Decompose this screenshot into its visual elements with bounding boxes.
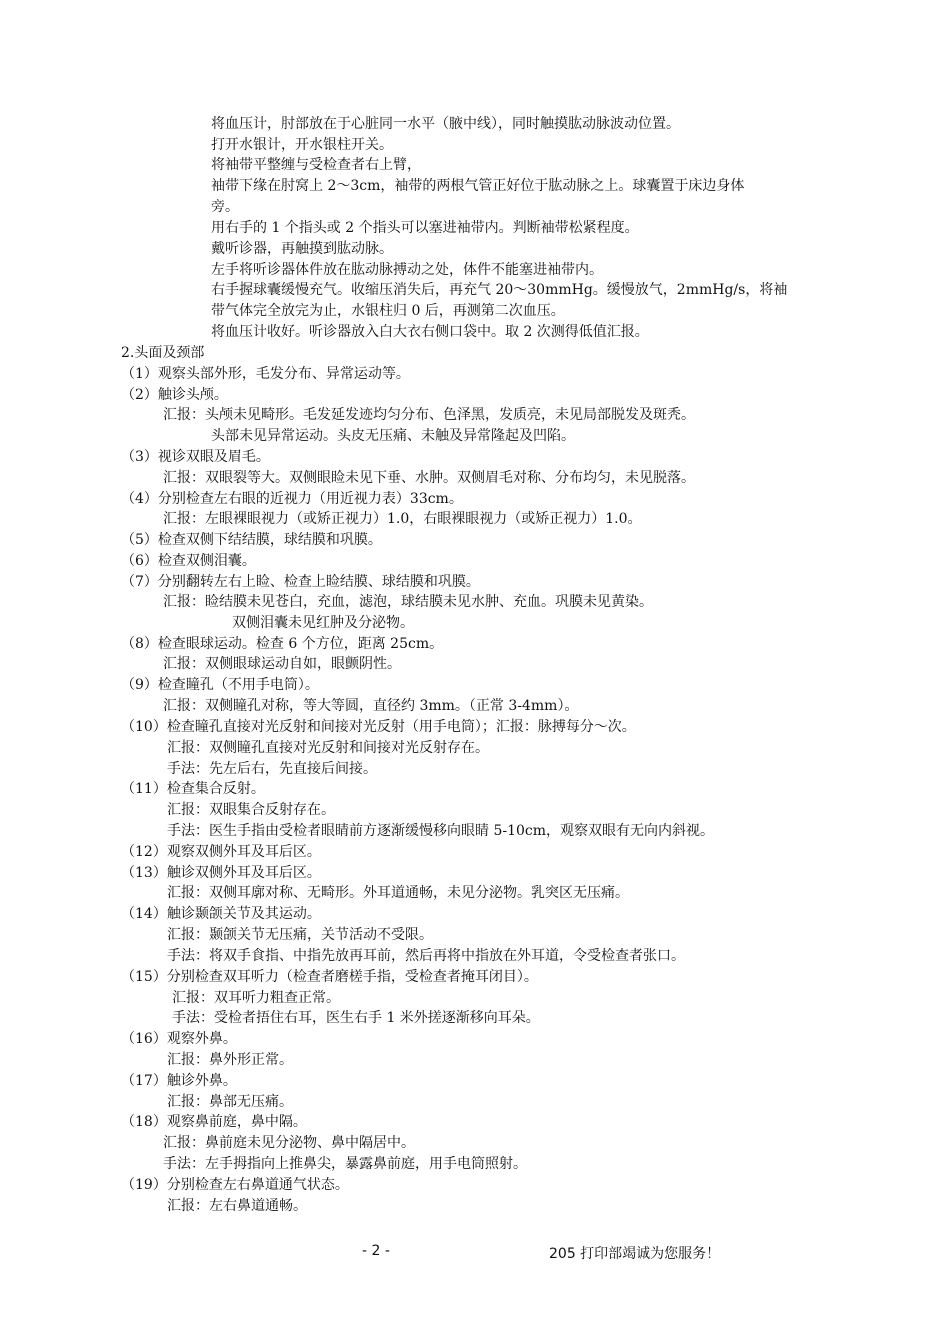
footer-note: 205 打印部竭诚为您服务！: [549, 1246, 721, 1262]
text-line: 头部未见异常运动。头皮无压痛、未触及异常隆起及凹陷。: [211, 428, 575, 444]
text-line: （18）观察鼻前庭，鼻中隔。: [121, 1114, 307, 1130]
text-line: 手法：左手拇指向上推鼻尖，暴露鼻前庭，用手电筒照射。: [163, 1156, 527, 1172]
text-line: 手法：受检者捂住右耳，医生右手 1 米外搓逐渐移向耳朵。: [172, 1010, 540, 1026]
text-line: （4）分别检查左右眼的近视力（用近视力表）33cm。: [121, 491, 463, 507]
text-line: 旁。: [211, 199, 239, 215]
page-number: - 2 -: [362, 1243, 390, 1259]
text-line: （10）检查瞳孔直接对光反射和间接对光反射（用手电筒）；汇报：脉搏每分～次。: [121, 719, 636, 735]
text-line: 汇报：双眼集合反射存在。: [167, 802, 335, 818]
text-line: 戴听诊器，再触摸到肱动脉。: [211, 241, 393, 257]
text-line: 手法：先左后右，先直接后间接。: [167, 761, 377, 777]
text-line: 汇报：鼻前庭未见分泌物、鼻中隔居中。: [163, 1135, 415, 1151]
text-line: 汇报：鼻部无压痛。: [167, 1094, 293, 1110]
text-line: 汇报：双耳听力粗查正常。: [172, 990, 340, 1006]
text-line: （3）视诊双眼及眉毛。: [121, 449, 270, 465]
text-line: （2）触诊头颅。: [121, 387, 228, 403]
text-line: （11）检查集合反射。: [121, 781, 265, 797]
text-line: 汇报：头颅未见畸形。毛发延发迹均匀分布、色泽黑，发质亮，未见局部脱发及斑秃。: [163, 407, 695, 423]
text-line: （9）检查瞳孔（不用手电筒）。: [121, 677, 319, 693]
text-line: （17）触诊外鼻。: [121, 1073, 237, 1089]
text-line: 汇报：双侧瞳孔直接对光反射和间接对光反射存在。: [167, 740, 489, 756]
text-line: 袖带下缘在肘窝上 2～3cm，袖带的两根气管正好位于肱动脉之上。球囊置于床边身体: [211, 178, 745, 194]
text-line: 汇报：左眼裸眼视力（或矫正视力）1.0，右眼裸眼视力（或矫正视力）1.0。: [163, 511, 642, 527]
text-line: 将血压计，肘部放在于心脏同一水平（腋中线），同时触摸肱动脉波动位置。: [211, 116, 680, 132]
text-line: 汇报：睑结膜未见苍白，充血，滤泡，球结膜未见水肿、充血。巩膜未见黄染。: [163, 594, 653, 610]
text-line: 手法：将双手食指、中指先放再耳前，然后再将中指放在外耳道，令受检查者张口。: [167, 948, 685, 964]
text-line: 左手将听诊器体件放在肱动脉搏动之处，体件不能塞进袖带内。: [211, 262, 603, 278]
text-line: 双侧泪囊未见红肿及分泌物。: [232, 615, 414, 631]
text-line: （19）分别检查左右鼻道通气状态。: [121, 1177, 349, 1193]
text-line: 手法：医生手指由受检者眼睛前方逐渐缓慢移向眼睛 5-10cm，观察双眼有无向内斜视。: [167, 823, 715, 839]
text-line: 右手握球囊缓慢充气。收缩压消失后，再充气 20～30mmHg。缓慢放气，2mmHg/s，将袖: [211, 282, 788, 298]
text-line: （5）检查双侧下结结膜，球结膜和巩膜。: [121, 532, 382, 548]
text-line: 汇报：左右鼻道通畅。: [167, 1198, 307, 1214]
text-line: 汇报：颞颌关节无压痛，关节活动不受限。: [167, 927, 433, 943]
text-line: 2.头面及颈部: [121, 345, 205, 361]
text-line: 汇报：双侧耳廓对称、无畸形。外耳道通畅，未见分泌物。乳突区无压痛。: [167, 885, 629, 901]
text-line: 汇报：双侧眼球运动自如，眼颤阴性。: [163, 656, 401, 672]
text-line: （14）触诊颞颌关节及其运动。: [121, 906, 321, 922]
text-line: 汇报：双眼裂等大。双侧眼睑未见下垂、水肿。双侧眉毛对称、分布均匀，未见脱落。: [163, 470, 695, 486]
text-line: 将血压计收好。听诊器放入白大衣右侧口袋中。取 2 次测得低值汇报。: [211, 324, 649, 340]
text-line: （1）观察头部外形，毛发分布、异常运动等。: [121, 366, 410, 382]
text-line: 带气体完全放完为止，水银柱归 0 后，再测第二次血压。: [211, 303, 565, 319]
text-line: （13）触诊双侧外耳及耳后区。: [121, 865, 321, 881]
text-line: （7）分别翻转左右上睑、检查上睑结膜、球结膜和巩膜。: [121, 574, 480, 590]
text-line: 用右手的 1 个指头或 2 个指头可以塞进袖带内。判断袖带松紧程度。: [211, 220, 639, 236]
text-line: 汇报：双侧瞳孔对称，等大等圆，直径约 3mm。（正常 3-4mm）。: [163, 698, 579, 714]
text-line: 将袖带平整缠与受检查者右上臂，: [211, 157, 421, 173]
text-line: 汇报：鼻外形正常。: [167, 1052, 293, 1068]
text-line: （16）观察外鼻。: [121, 1031, 237, 1047]
text-line: （12）观察双侧外耳及耳后区。: [121, 844, 321, 860]
text-line: （8）检查眼球运动。检查 6 个方位，距离 25cm。: [121, 636, 444, 652]
text-line: （6）检查双侧泪囊。: [121, 553, 256, 569]
text-line: 打开水银计，开水银柱开关。: [211, 137, 393, 153]
text-line: （15）分别检查双耳听力（检查者磨槎手指，受检查者掩耳闭目）。: [121, 969, 538, 985]
